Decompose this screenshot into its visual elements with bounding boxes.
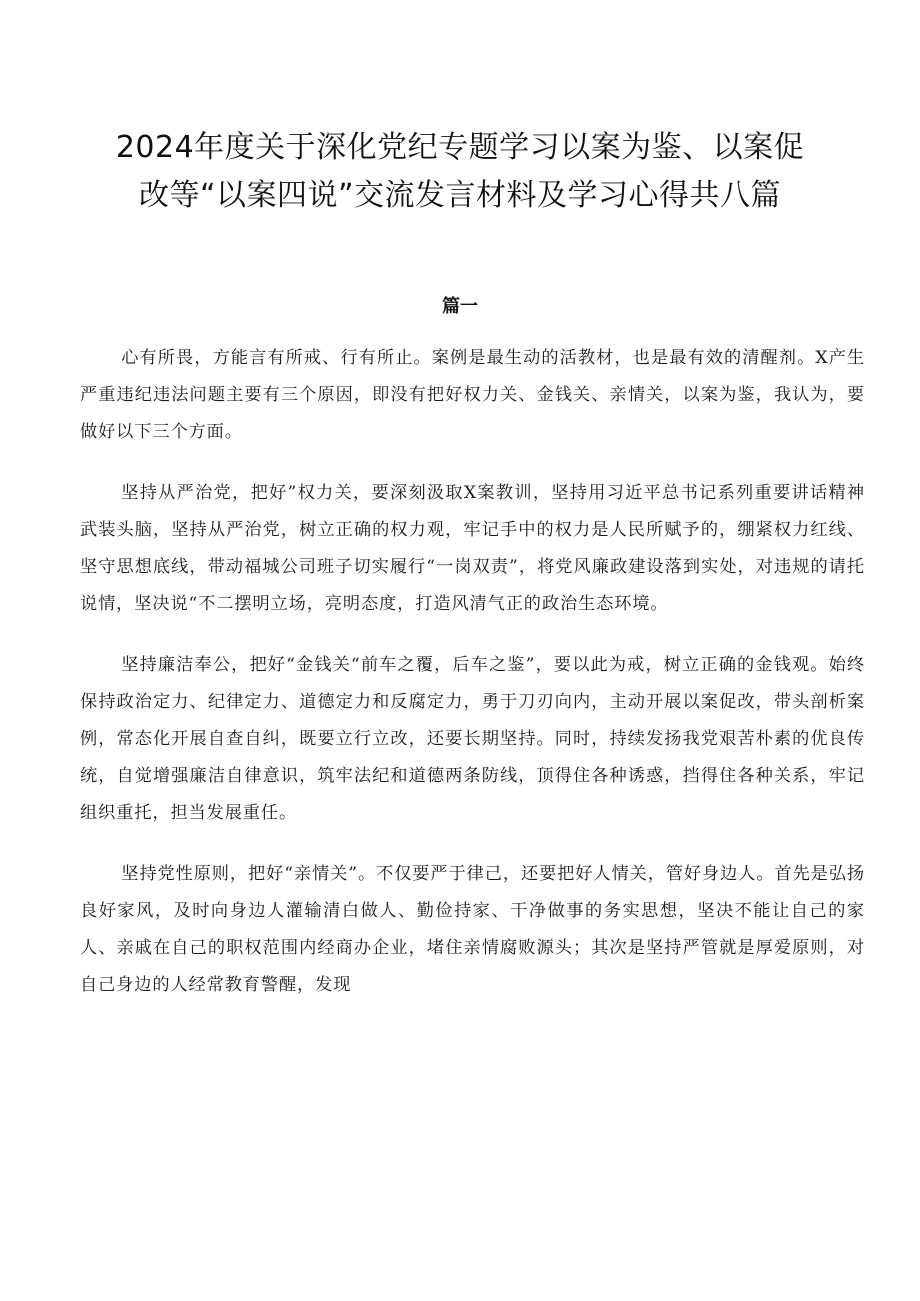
document-body	[80, 340, 865, 1028]
paragraph-power: 坚持从严治党，把好”权力关，要深刻汲取X案教训，坚持用习近平总书记系列重要讲话精神武装头脑，坚持从严治党，树立正确的权力观，牢记手中的权力是人民所赋予的，绷紧权力红线、坚守思想底线，带动福城公司班子切实履行“一岗双责”，将党风廉政建设落到实处，对违规的请托说情，坚决说“不二摆明立场，亮明态度，打造风清气正的政治生态环境。	[80, 483, 865, 614]
paragraph-money: 坚持廉洁奉公，把好“金钱关“前车之覆，后车之鉴”，要以此为戒，树立正确的金钱观。始终保持政治定力、纪律定力、道德定力和反腐定力，勇于刀刃向内，主动开展以案促改，带头剖析案例，常态化开展自查自纠，既要立行立改，还要长期坚持。同时，持续发扬我党艰苦朴素的优良传统，自觉增强廉洁自律意识，筑牢法纪和道德两条防线，顶得住各种诱惑，挡得住各种关系，牢记组织重托，担当发展重任。	[80, 655, 865, 823]
document-title-line-2: 改等“以案四说”交流发言材料及学习心得共八篇	[138, 178, 782, 213]
document-title-line-1: 2024年度关于深化党纪专题学习以案为鉴、以案促	[115, 130, 805, 165]
document-title	[70, 124, 850, 220]
paragraph-family: 坚持党性原则，把好“亲情关”。不仅要严于律己，还要把好人情关，管好身边人。首先是弘扬良好家风，及时向身边人灌输清白做人、勤俭持家、干净做事的务实思想，坚决不能让自己的家人、亲戚在自己的职权范围内经商办企业，堵住亲情腐败源头；其次是坚持严管就是厚爱原则，对自己身边的人经常教育警醒，发现	[80, 864, 865, 995]
section-heading: 篇一	[442, 296, 478, 317]
paragraph-intro: 心有所畏，方能言有所戒、行有所止。案例是最生动的活教材，也是最有效的清醒剂。X产生严重违纪违法问题主要有三个原因，即没有把好权力关、金钱关、亲情关，以案为鉴，我认为，要做好以下三个方面。	[80, 348, 865, 442]
